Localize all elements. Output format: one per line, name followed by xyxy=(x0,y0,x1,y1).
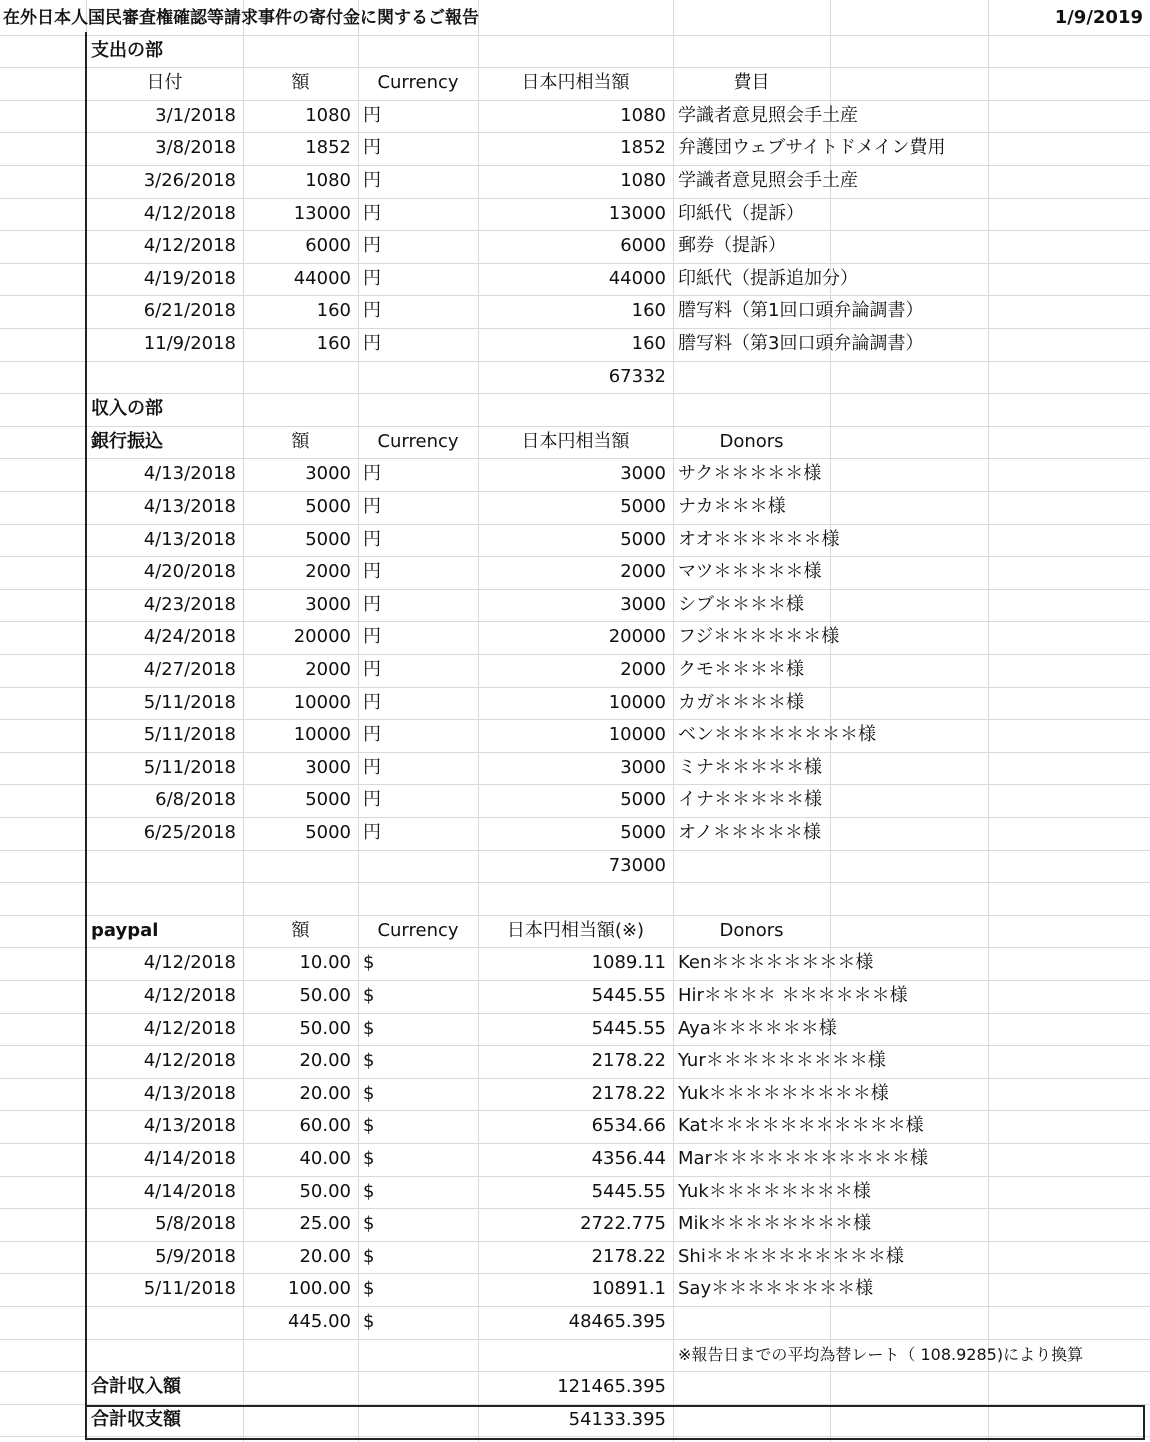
bank-jpy: 10000 xyxy=(608,691,666,713)
paypal-donor: Yuk＊＊＊＊＊＊＊＊＊様 xyxy=(678,1082,889,1104)
bank-donor: マツ＊＊＊＊＊様 xyxy=(678,561,822,583)
paypal-currency: $ xyxy=(363,1050,375,1072)
expense-jpy: 6000 xyxy=(620,235,666,257)
bank-currency: 円 xyxy=(363,822,381,843)
bank-donor: ナカ＊＊＊様 xyxy=(678,496,786,517)
paypal-donor: Shi＊＊＊＊＊＊＊＊＊＊様 xyxy=(678,1245,904,1267)
paypal-jpy: 2178.22 xyxy=(591,1050,666,1072)
balance-value: 54133.395 xyxy=(568,1408,666,1430)
paypal-amount: 60.00 xyxy=(299,1115,351,1137)
paypal-currency: $ xyxy=(363,1180,375,1202)
bank-donor: オノ＊＊＊＊＊様 xyxy=(678,822,821,843)
expense-amount: 44000 xyxy=(293,267,351,289)
bank-currency: 円 xyxy=(363,593,381,615)
paypal-total-currency: $ xyxy=(363,1311,375,1332)
paypal-date: 4/12/2018 xyxy=(143,952,236,974)
expense-jpy: 160 xyxy=(631,300,666,322)
bank-currency: 円 xyxy=(363,496,381,517)
paypal-amount: 50.00 xyxy=(299,985,351,1006)
expense-item: 学識者意見照会手土産 xyxy=(678,104,858,126)
bank-jpy: 10000 xyxy=(608,724,666,746)
bank-date: 4/23/2018 xyxy=(143,593,236,615)
paypal-currency: $ xyxy=(363,1082,375,1104)
expense-currency: 円 xyxy=(363,137,381,159)
bank-amount: 2000 xyxy=(305,659,351,680)
paypal-date: 4/12/2018 xyxy=(143,985,236,1006)
bank-date: 4/20/2018 xyxy=(143,561,236,583)
paypal-amount: 20.00 xyxy=(299,1245,351,1267)
bank-currency: 円 xyxy=(363,528,381,550)
paypal-label: paypal xyxy=(91,919,159,941)
paypal-amount: 100.00 xyxy=(288,1278,351,1300)
bank-transfer-label: 銀行振込 xyxy=(91,430,163,452)
bank-jpy: 2000 xyxy=(620,659,666,680)
paypal-currency: $ xyxy=(363,952,375,974)
bank-header-jpy: 日本円相当額 xyxy=(521,430,630,452)
expense-item: 謄写料（第3回口頭弁論調書） xyxy=(678,333,924,354)
paypal-header-donors: Donors xyxy=(719,919,784,941)
paypal-jpy: 4356.44 xyxy=(591,1148,666,1169)
bank-amount: 10000 xyxy=(293,691,351,713)
bank-currency: 円 xyxy=(363,789,381,811)
bank-donor: ミナ＊＊＊＊＊様 xyxy=(678,756,822,778)
paypal-amount: 10.00 xyxy=(299,952,351,974)
expenses-header-date: 日付 xyxy=(146,72,183,94)
bank-jpy: 3000 xyxy=(620,756,666,778)
expense-jpy: 13000 xyxy=(608,202,666,224)
paypal-donor: Yuk＊＊＊＊＊＊＊＊様 xyxy=(678,1180,871,1202)
paypal-date: 4/13/2018 xyxy=(143,1115,236,1137)
table-border xyxy=(1143,1405,1145,1439)
table-border xyxy=(85,1405,1145,1407)
bank-date: 5/11/2018 xyxy=(143,691,236,713)
expense-jpy: 160 xyxy=(631,333,666,354)
paypal-jpy: 5445.55 xyxy=(591,1017,666,1039)
expense-item: 学識者意見照会手土産 xyxy=(678,170,858,191)
expense-jpy: 1852 xyxy=(620,137,666,159)
expense-currency: 円 xyxy=(363,300,381,322)
bank-date: 4/13/2018 xyxy=(143,463,236,485)
paypal-total-jpy: 48465.395 xyxy=(568,1311,666,1332)
paypal-jpy: 1089.11 xyxy=(591,952,666,974)
bank-jpy: 5000 xyxy=(620,496,666,517)
bank-currency: 円 xyxy=(363,691,381,713)
expense-item: 弁護団ウェブサイトドメイン費用 xyxy=(678,137,946,159)
expense-amount: 6000 xyxy=(305,235,351,257)
paypal-date: 5/11/2018 xyxy=(143,1278,236,1300)
expenses-header-jpy: 日本円相当額 xyxy=(521,72,630,94)
bank-donor: サク＊＊＊＊＊様 xyxy=(678,463,822,485)
bank-jpy: 3000 xyxy=(620,463,666,485)
paypal-amount: 50.00 xyxy=(299,1017,351,1039)
paypal-header-jpy: 日本円相当額(※) xyxy=(506,919,645,941)
bank-amount: 5000 xyxy=(305,496,351,517)
expense-amount: 160 xyxy=(316,300,351,322)
paypal-jpy: 2178.22 xyxy=(591,1082,666,1104)
exchange-rate-note: ※報告日までの平均為替レート（ 108.9285)により換算 xyxy=(678,1344,1084,1364)
bank-donor: イナ＊＊＊＊＊様 xyxy=(678,789,822,811)
paypal-amount: 20.00 xyxy=(299,1082,351,1104)
paypal-donor: Kat＊＊＊＊＊＊＊＊＊＊＊様 xyxy=(678,1115,924,1137)
expense-date: 4/19/2018 xyxy=(143,267,236,289)
paypal-donor: Mik＊＊＊＊＊＊＊＊様 xyxy=(678,1213,871,1235)
expense-item: 印紙代（提訴追加分） xyxy=(678,267,858,289)
bank-total: 73000 xyxy=(608,854,666,876)
expense-currency: 円 xyxy=(363,235,381,257)
expense-date: 4/12/2018 xyxy=(143,202,236,224)
bank-amount: 5000 xyxy=(305,528,351,550)
bank-jpy: 3000 xyxy=(620,593,666,615)
expense-amount: 1080 xyxy=(305,104,351,126)
income-section-label: 収入の部 xyxy=(91,398,163,420)
expense-currency: 円 xyxy=(363,170,381,191)
bank-currency: 円 xyxy=(363,756,381,778)
expense-item: 印紙代（提訴） xyxy=(678,202,804,224)
paypal-currency: $ xyxy=(363,1115,375,1137)
expense-date: 11/9/2018 xyxy=(143,333,236,354)
paypal-header-currency: Currency xyxy=(377,919,459,941)
expense-amount: 1852 xyxy=(305,137,351,159)
grid-row-line xyxy=(0,882,1150,883)
expense-item: 謄写料（第1回口頭弁論調書） xyxy=(678,300,924,322)
bank-date: 4/13/2018 xyxy=(143,528,236,550)
paypal-donor: Aya＊＊＊＊＊＊様 xyxy=(678,1017,837,1039)
bank-donor: クモ＊＊＊＊様 xyxy=(678,659,804,680)
bank-header-donors: Donors xyxy=(719,430,784,452)
bank-jpy: 5000 xyxy=(620,822,666,843)
paypal-date: 4/13/2018 xyxy=(143,1082,236,1104)
expense-item: 郵券（提訴） xyxy=(678,235,786,257)
bank-date: 5/11/2018 xyxy=(143,756,236,778)
report-date: 1/9/2019 xyxy=(1054,7,1143,28)
paypal-amount: 25.00 xyxy=(299,1213,351,1235)
expense-currency: 円 xyxy=(363,202,381,224)
bank-amount: 3000 xyxy=(305,756,351,778)
bank-currency: 円 xyxy=(363,626,381,648)
paypal-jpy: 5445.55 xyxy=(591,985,666,1006)
bank-amount: 20000 xyxy=(293,626,351,648)
bank-date: 5/11/2018 xyxy=(143,724,236,746)
paypal-donor: Hir＊＊＊＊ ＊＊＊＊＊＊様 xyxy=(678,985,908,1006)
paypal-header-amount: 額 xyxy=(291,919,310,941)
expense-jpy: 1080 xyxy=(620,170,666,191)
paypal-total-amount: 445.00 xyxy=(288,1311,351,1332)
paypal-date: 4/12/2018 xyxy=(143,1017,236,1039)
bank-date: 4/24/2018 xyxy=(143,626,236,648)
paypal-currency: $ xyxy=(363,1213,375,1235)
bank-header-currency: Currency xyxy=(377,430,459,452)
bank-donor: ベン＊＊＊＊＊＊＊＊様 xyxy=(678,724,876,746)
bank-amount: 10000 xyxy=(293,724,351,746)
table-border xyxy=(85,1438,1145,1440)
bank-date: 4/13/2018 xyxy=(143,496,236,517)
expense-amount: 1080 xyxy=(305,170,351,191)
paypal-jpy: 5445.55 xyxy=(591,1180,666,1202)
bank-date: 6/25/2018 xyxy=(143,822,236,843)
paypal-jpy: 6534.66 xyxy=(591,1115,666,1137)
paypal-amount: 40.00 xyxy=(299,1148,351,1169)
total-income-value: 121465.395 xyxy=(557,1376,666,1398)
expenses-total: 67332 xyxy=(608,365,666,387)
bank-amount: 3000 xyxy=(305,593,351,615)
paypal-donor: Ken＊＊＊＊＊＊＊＊様 xyxy=(678,952,874,974)
bank-currency: 円 xyxy=(363,463,381,485)
paypal-jpy: 2178.22 xyxy=(591,1245,666,1267)
bank-donor: オオ＊＊＊＊＊＊様 xyxy=(678,528,840,550)
bank-header-amount: 額 xyxy=(291,430,310,452)
bank-date: 6/8/2018 xyxy=(155,789,236,811)
paypal-amount: 20.00 xyxy=(299,1050,351,1072)
paypal-date: 4/14/2018 xyxy=(143,1148,236,1169)
bank-amount: 3000 xyxy=(305,463,351,485)
expense-jpy: 1080 xyxy=(620,104,666,126)
expenses-header-item: 費目 xyxy=(733,72,770,94)
expense-date: 3/1/2018 xyxy=(155,104,236,126)
expense-amount: 13000 xyxy=(293,202,351,224)
expense-date: 6/21/2018 xyxy=(143,300,236,322)
bank-jpy: 2000 xyxy=(620,561,666,583)
total-income-label: 合計収入額 xyxy=(91,1376,181,1398)
paypal-currency: $ xyxy=(363,1148,375,1169)
bank-amount: 5000 xyxy=(305,789,351,811)
bank-donor: シブ＊＊＊＊様 xyxy=(678,593,804,615)
expense-amount: 160 xyxy=(316,333,351,354)
report-title: 在外日本人国民審査権確認等請求事件の寄付金に関するご報告 xyxy=(3,8,479,28)
paypal-currency: $ xyxy=(363,1245,375,1267)
paypal-date: 5/8/2018 xyxy=(155,1213,236,1235)
paypal-currency: $ xyxy=(363,1278,375,1300)
expenses-section-label: 支出の部 xyxy=(91,39,163,61)
bank-date: 4/27/2018 xyxy=(143,659,236,680)
expense-jpy: 44000 xyxy=(608,267,666,289)
bank-currency: 円 xyxy=(363,561,381,583)
bank-amount: 2000 xyxy=(305,561,351,583)
paypal-donor: Yur＊＊＊＊＊＊＊＊＊様 xyxy=(678,1050,886,1072)
bank-currency: 円 xyxy=(363,659,381,680)
bank-amount: 5000 xyxy=(305,822,351,843)
paypal-donor: Mar＊＊＊＊＊＊＊＊＊＊＊様 xyxy=(678,1148,928,1169)
paypal-date: 4/12/2018 xyxy=(143,1050,236,1072)
expense-currency: 円 xyxy=(363,333,381,354)
bank-jpy: 5000 xyxy=(620,789,666,811)
paypal-jpy: 2722.775 xyxy=(580,1213,666,1235)
paypal-date: 4/14/2018 xyxy=(143,1180,236,1202)
expense-date: 4/12/2018 xyxy=(143,235,236,257)
paypal-jpy: 10891.1 xyxy=(591,1278,666,1300)
paypal-amount: 50.00 xyxy=(299,1180,351,1202)
bank-donor: フジ＊＊＊＊＊＊様 xyxy=(678,626,840,648)
expenses-header-currency: Currency xyxy=(377,72,459,94)
bank-jpy: 5000 xyxy=(620,528,666,550)
table-border xyxy=(85,32,87,1440)
bank-jpy: 20000 xyxy=(608,626,666,648)
balance-label: 合計収支額 xyxy=(91,1408,181,1430)
expense-currency: 円 xyxy=(363,267,381,289)
expense-date: 3/26/2018 xyxy=(143,170,236,191)
paypal-date: 5/9/2018 xyxy=(155,1245,236,1267)
paypal-donor: Say＊＊＊＊＊＊＊＊様 xyxy=(678,1278,874,1300)
bank-donor: カガ＊＊＊＊様 xyxy=(678,691,804,713)
paypal-currency: $ xyxy=(363,1017,375,1039)
expense-currency: 円 xyxy=(363,104,381,126)
expense-date: 3/8/2018 xyxy=(155,137,236,159)
paypal-currency: $ xyxy=(363,985,375,1006)
expenses-header-amount: 額 xyxy=(291,72,310,94)
bank-currency: 円 xyxy=(363,724,381,746)
